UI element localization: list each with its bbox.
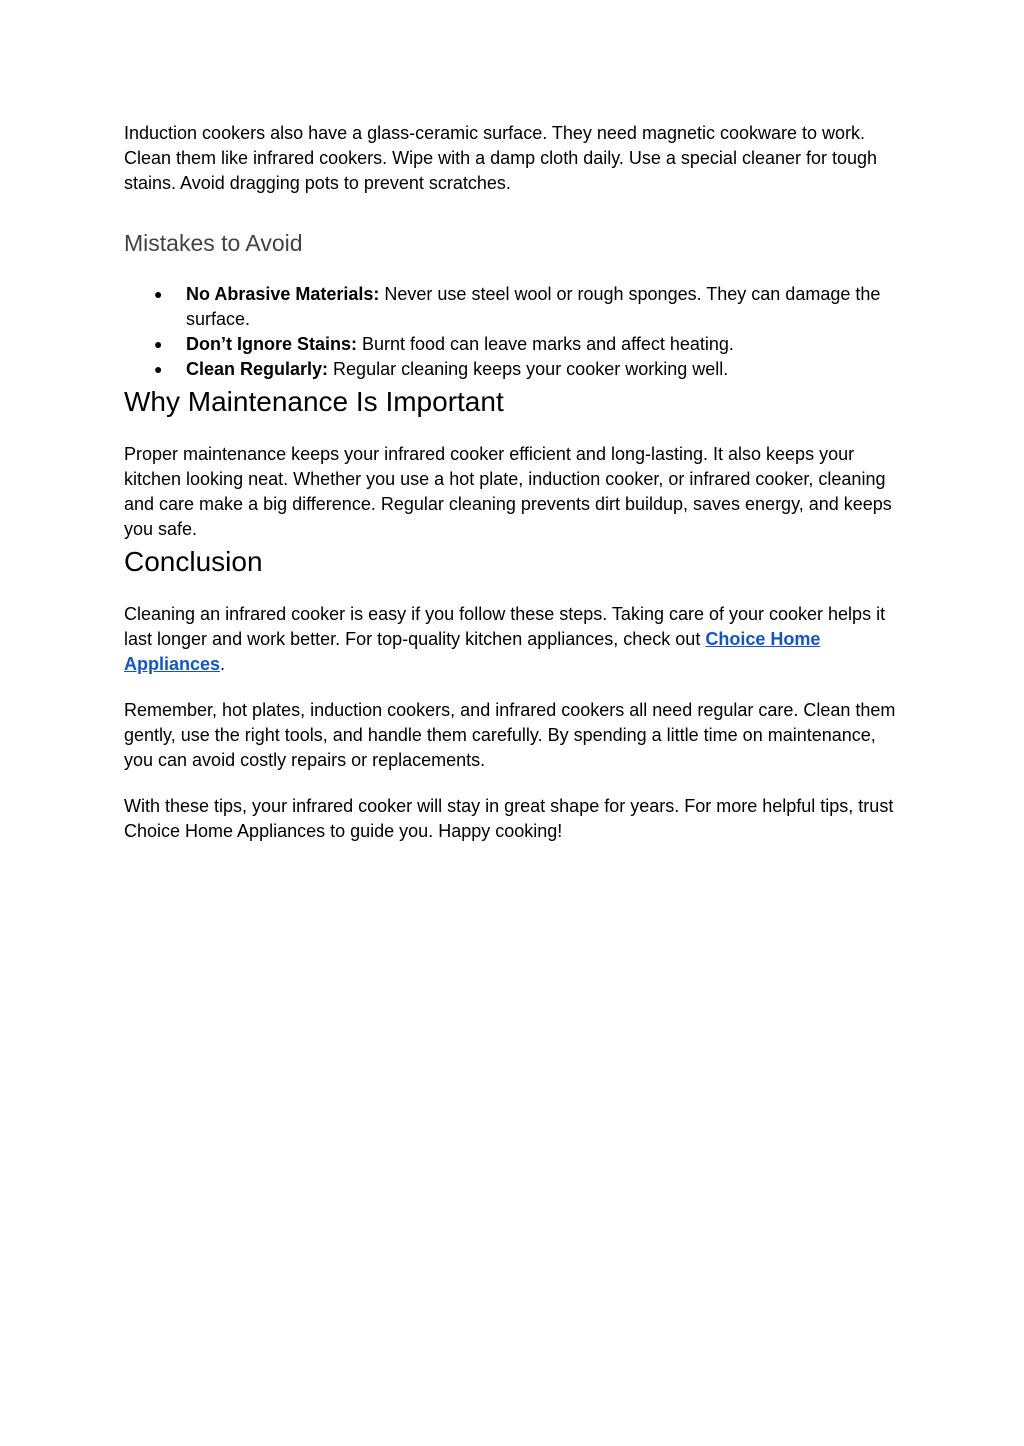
list-item-text: Never use steel wool or rough sponges. They can damage the surface. <box>186 284 881 329</box>
bullet-icon: ● <box>154 336 163 352</box>
choice-home-appliances-link[interactable]: Choice Home Appliances <box>124 629 821 674</box>
document-page <box>124 121 896 844</box>
conclusion-paragraph-1 <box>124 602 896 677</box>
conclusion-paragraph-3: With these tips, your infrared cooker will stay in great shape for years. For more helpful tips, trust Choice Home Appliances to guide you. Happy cooking! <box>124 796 894 841</box>
list-item-text: Burnt food can leave marks and affect heating. <box>357 334 734 354</box>
list-item-label: Don’t Ignore Stains: <box>186 334 357 354</box>
list-item <box>124 357 896 382</box>
why-maintenance-paragraph: Proper maintenance keeps your infrared cooker efficient and long-lasting. It also keeps your kitchen looking neat. Whether you use a hot plate, induction cooker, or infrared cooker, cleaning and care make a big difference. Regular cleaning prevents dirt buildup, saves energy, and keeps you safe. <box>124 444 892 539</box>
intro-paragraph: Induction cookers also have a glass-ceramic surface. They need magnetic cookware to work. Clean them like infrared cookers. Wipe with a damp cloth daily. Use a special cleaner for tough stains. Avoid dragging pots to prevent scratches. <box>124 123 878 193</box>
mistakes-list <box>124 282 896 382</box>
bullet-icon: ● <box>154 361 163 377</box>
list-item <box>124 282 896 332</box>
mistakes-heading: Mistakes to Avoid <box>124 230 303 256</box>
bullet-icon: ● <box>154 286 163 302</box>
conclusion-paragraph-2: Remember, hot plates, induction cookers, and infrared cookers all need regular care. Clean them gently, use the right tools, and handle them carefully. By spending a little time on maintenance, you can avoid costly repairs or replacements. <box>124 700 896 770</box>
list-item-label: No Abrasive Materials: <box>186 284 380 304</box>
conclusion-text-before-link: Cleaning an infrared cooker is easy if you follow these steps. Taking care of your cooker helps it last longer and work better. For top-quality kitchen appliances, check out <box>124 604 886 649</box>
why-maintenance-heading: Why Maintenance Is Important <box>124 386 504 417</box>
conclusion-text-after-link: . <box>220 654 226 674</box>
list-item-text: Regular cleaning keeps your cooker working well. <box>328 359 729 379</box>
conclusion-heading: Conclusion <box>124 546 263 577</box>
list-item <box>124 332 896 357</box>
list-item-label: Clean Regularly: <box>186 359 329 379</box>
